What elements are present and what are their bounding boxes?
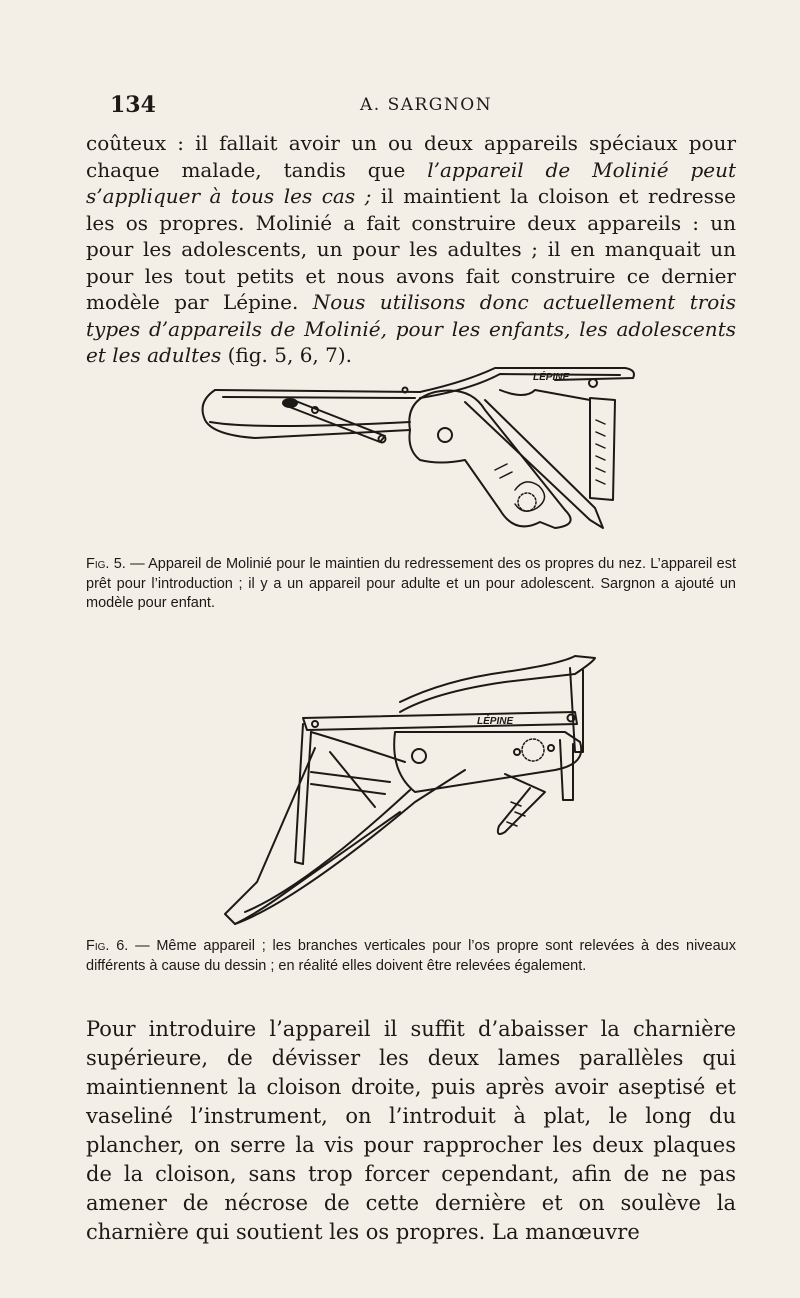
figure-6-illustration: [215, 652, 615, 927]
page-number: 134: [110, 92, 156, 118]
caption-text: — Même appareil ; les branches verticales pour l’os propre sont relevées à des niveaux différents à cause du dessin ; en réalité elles doivent être relevées également.: [86, 938, 736, 974]
maker-engraving-fig6: LÉPINE: [477, 716, 514, 727]
running-title: A. SARGNON: [360, 95, 493, 115]
caption-text: — Appareil de Molinié pour le maintien du redressement des os propres du nez. L’appareil est prêt pour l’introduction ; il y a un appareil pour adulte et un pour adolescent. Sargnon a ajouté un modèle pour enfant.: [86, 556, 736, 611]
maker-engraving-fig5: LÉPINE: [533, 372, 570, 383]
italic-run: Nous utilisons donc actuellement trois types d’appareils de Molinié, pour les enfants, les adolescents et les adultes: [86, 290, 736, 367]
paragraph-intro: [86, 130, 736, 369]
caption-label: Fig. 6.: [86, 938, 129, 954]
figure-5-illustration: [195, 360, 645, 545]
text-run: coûteux : il fallait avoir un ou deux appareils spéciaux pour chaque malade, tandis que: [86, 131, 736, 182]
page-header: [110, 92, 740, 122]
caption-label: Fig. 5.: [86, 556, 126, 572]
text-run: il maintient la cloison et redresse les os propres. Molinié a fait construire deux appareils : un pour les adolescents, un pour les adultes ; il en manquait un pour les tout petits et nous avons fait construire ce dernier modèle par Lépine.: [86, 184, 736, 314]
text-run: (fig. 5, 6, 7).: [221, 343, 353, 367]
figure-6-caption: [86, 937, 736, 976]
italic-run: l’appareil de Molinié peut s’appliquer à tous les cas ;: [86, 157, 737, 208]
paragraph-procedure: Pour introduire l’appareil il suffit d’abaisser la charnière supérieure, de dévisser les deux lames parallèles qui maintiennent la cloison droite, puis après avoir aseptisé et vaseliné l’instrument, on l’introduit à plat, le long du plancher, on serre la vis pour rapprocher les deux plaques de la cloison, sans trop forcer cependant, afin de ne pas amener de nécrose de cette dernière et on soulève la charnière qui soutient les os propres. La manœuvre: [86, 1017, 736, 1244]
figure-5-caption: [86, 555, 736, 614]
